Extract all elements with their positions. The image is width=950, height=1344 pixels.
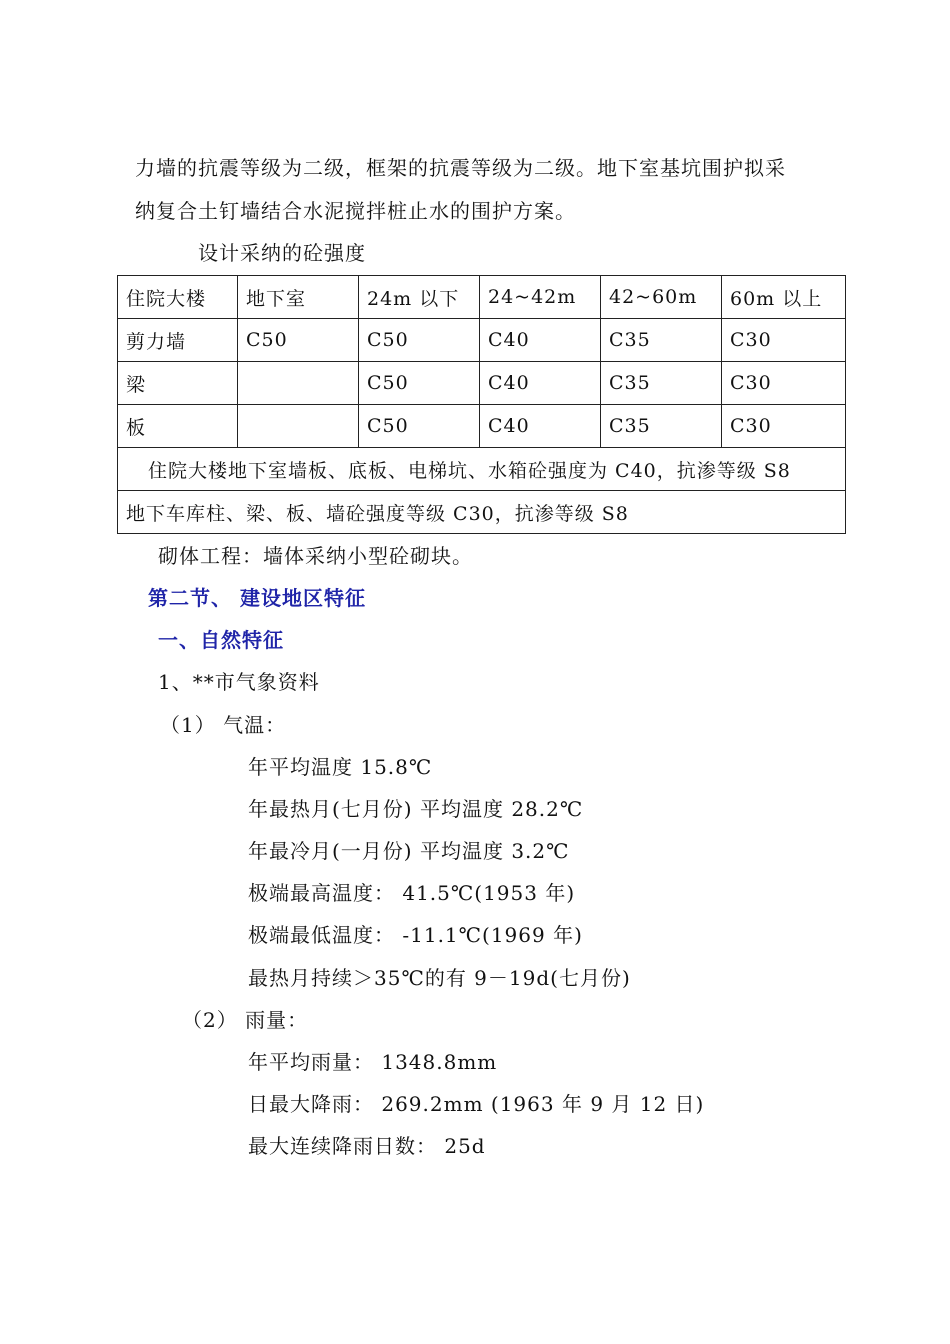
table-cell: C50 bbox=[359, 362, 480, 405]
intro-paragraph-line-1: 力墙的抗震等级为二级，框架的抗震等级为二级。地下室基坑围护拟采 bbox=[135, 156, 786, 180]
table-cell bbox=[238, 405, 359, 448]
table-cell: C40 bbox=[480, 405, 601, 448]
table-cell: C50 bbox=[359, 405, 480, 448]
table-cell: C40 bbox=[480, 319, 601, 362]
table-row bbox=[118, 319, 846, 362]
header-cell: 42~60m bbox=[601, 276, 722, 319]
concrete-strength-table bbox=[117, 275, 846, 534]
table-cell: C30 bbox=[722, 362, 846, 405]
table-note-row bbox=[118, 491, 846, 534]
table-cell: C40 bbox=[480, 362, 601, 405]
table-note-row bbox=[118, 448, 846, 491]
header-cell: 地下室 bbox=[238, 276, 359, 319]
temperature-item: 最热月持续＞35℃的有 9－19d(七月份) bbox=[248, 966, 631, 990]
temperature-item: 年平均温度 15.8℃ bbox=[248, 755, 433, 779]
table-note-basement: 住院大楼地下室墙板、底板、电梯坑、水箱砼强度为 C40，抗渗等级 S8 bbox=[118, 448, 846, 491]
table-row bbox=[118, 362, 846, 405]
table-cell: C35 bbox=[601, 362, 722, 405]
table-cell: C30 bbox=[722, 405, 846, 448]
table-cell bbox=[238, 362, 359, 405]
temperature-item: 年最热月(七月份) 平均温度 28.2℃ bbox=[248, 797, 584, 821]
table-cell: C35 bbox=[601, 405, 722, 448]
sub-heading: 一、自然特征 bbox=[158, 628, 284, 652]
temperature-item: 极端最低温度： -11.1℃(1969 年) bbox=[248, 923, 583, 947]
temperature-item: 年最冷月(一月份) 平均温度 3.2℃ bbox=[248, 839, 570, 863]
rain-item: 年平均雨量： 1348.8mm bbox=[248, 1050, 498, 1074]
table-cell: C30 bbox=[722, 319, 846, 362]
table-cell: C50 bbox=[359, 319, 480, 362]
table-cell: 梁 bbox=[118, 362, 238, 405]
temperature-label: （1） 气温： bbox=[160, 713, 287, 737]
table-caption: 设计采纳的砼强度 bbox=[198, 241, 366, 265]
climate-title: 1、**市气象资料 bbox=[158, 670, 320, 694]
table-cell: C50 bbox=[238, 319, 359, 362]
header-cell: 24m 以下 bbox=[359, 276, 480, 319]
intro-paragraph-line-2: 纳复合土钉墙结合水泥搅拌桩止水的围护方案。 bbox=[135, 199, 576, 223]
rain-label: （2） 雨量： bbox=[182, 1008, 309, 1032]
table-cell: 剪力墙 bbox=[118, 319, 238, 362]
masonry-text: 砌体工程：墙体采纳小型砼砌块。 bbox=[158, 544, 473, 568]
section-heading: 第二节、 建设地区特征 bbox=[148, 586, 366, 610]
table-note-garage: 地下车库柱、梁、板、墙砼强度等级 C30，抗渗等级 S8 bbox=[118, 491, 846, 534]
temperature-item: 极端最高温度： 41.5℃(1953 年) bbox=[248, 881, 576, 905]
header-cell: 24~42m bbox=[480, 276, 601, 319]
table-cell: C35 bbox=[601, 319, 722, 362]
table-row bbox=[118, 405, 846, 448]
header-cell: 60m 以上 bbox=[722, 276, 846, 319]
table-cell: 板 bbox=[118, 405, 238, 448]
table-header-row bbox=[118, 276, 846, 319]
rain-item: 日最大降雨： 269.2mm (1963 年 9 月 12 日) bbox=[248, 1092, 705, 1116]
rain-item: 最大连续降雨日数： 25d bbox=[248, 1134, 486, 1158]
header-cell: 住院大楼 bbox=[118, 276, 238, 319]
